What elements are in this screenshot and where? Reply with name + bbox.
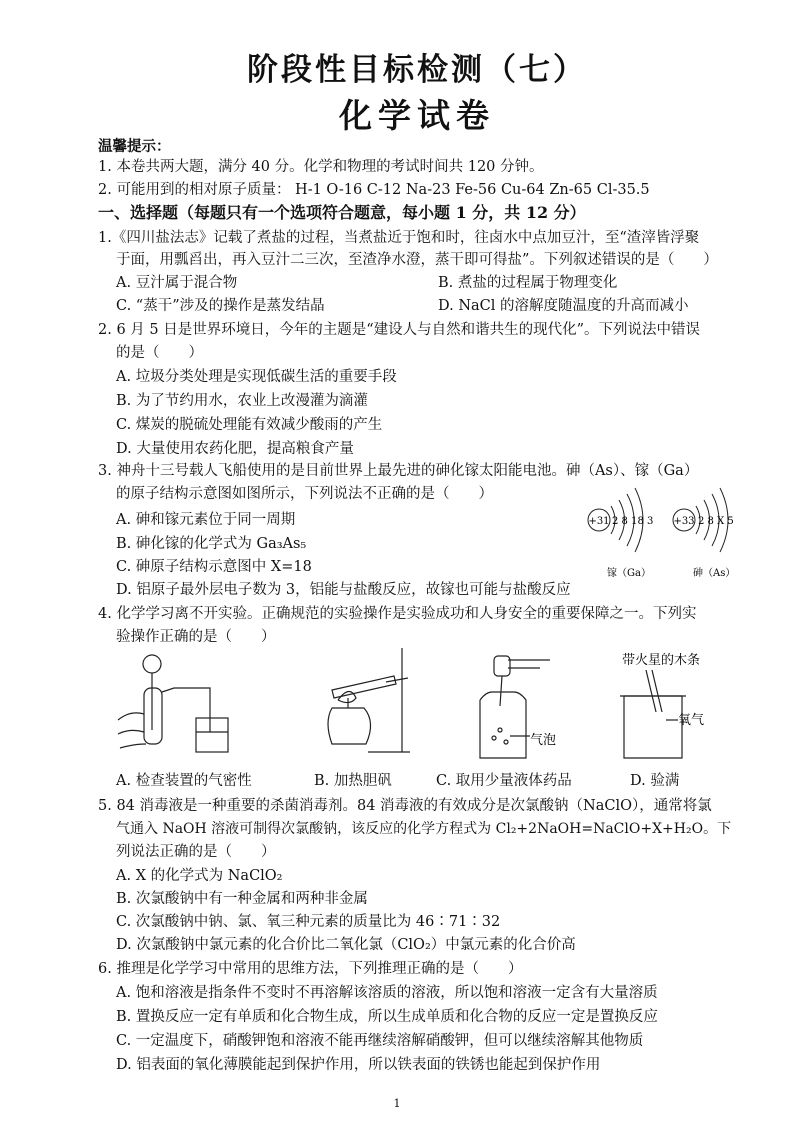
q5-option-c: C. 次氯酸钠中钠、氯、氧三种元素的质量比为 46∶71∶32 bbox=[116, 914, 501, 930]
tips-label: 温馨提示： bbox=[98, 138, 171, 155]
figure-a-airtightness bbox=[118, 655, 228, 752]
q2-option-a: A. 垃圾分类处理是实现低碳生活的重要手段 bbox=[116, 369, 397, 385]
q4-stem-line2: 验操作正确的是（ ） bbox=[116, 629, 276, 645]
tip-1: 1. 本卷共两大题，满分 40 分。化学和物理的考试时间共 120 分钟。 bbox=[98, 159, 544, 175]
as-shells: 2 8 X 5 bbox=[698, 516, 734, 527]
q4-option-c: C. 取用少量液体药品 bbox=[436, 773, 572, 789]
ga-nucleus: +31 bbox=[588, 516, 610, 527]
q2-option-c: C. 煤炭的脱硫处理能有效减少酸雨的产生 bbox=[116, 417, 383, 433]
tip-2: 2. 可能用到的相对原子质量： H-1 O-16 C-12 Na-23 Fe-56 Cu-64 Zn-65 Cl-35.5 bbox=[98, 182, 650, 198]
page-subtitle: 化学试卷 bbox=[339, 96, 495, 135]
q1-stem-line2: 于面，用瓢舀出，再入豆汁二三次，至渣净水澄，蒸干即可得盐”。下列叙述错误的是（ ） bbox=[116, 252, 718, 268]
experiment-figures bbox=[110, 648, 750, 766]
page-title: 阶段性目标检测（七） bbox=[247, 52, 587, 88]
q1-option-c: C. “蒸干”涉及的操作是蒸发结晶 bbox=[116, 298, 325, 314]
q5-stem-line2: 气通入 NaOH 溶液可制得次氯酸钠，该反应的化学方程式为 Cl₂+2NaOH=NaClO+X+H₂O。下 bbox=[116, 821, 732, 837]
section-heading: 一、选择题（每题只有一个选项符合题意，每小题 1 分，共 12 分） bbox=[98, 203, 586, 222]
q2-stem-line2: 的是（ ） bbox=[116, 345, 203, 361]
q2-option-d: D. 大量使用农药化肥，提高粮食产量 bbox=[116, 441, 354, 457]
q5-option-a: A. X 的化学式为 NaClO₂ bbox=[116, 868, 283, 884]
q1-stem-line1: 1.《四川盐法志》记载了煮盐的过程，当煮盐近于饱和时，往卤水中点加豆汁，至“渣滓皆浮聚 bbox=[98, 230, 700, 246]
q6-option-c: C. 一定温度下，硝酸钾饱和溶液不能再继续溶解硝酸钾，但可以继续溶解其他物质 bbox=[116, 1033, 644, 1049]
q3-option-c: C. 砷原子结构示意图中 X=18 bbox=[116, 559, 312, 575]
as-nucleus: +33 bbox=[673, 516, 695, 527]
atom-structure-diagrams bbox=[585, 478, 760, 586]
label-oxygen: 氧气 bbox=[678, 713, 705, 728]
q1-option-d: D. NaCl 的溶解度随温度的升高而减小 bbox=[438, 298, 689, 314]
q6-stem: 6. 推理是化学学习中常用的思维方法，下列推理正确的是（ ） bbox=[98, 961, 523, 977]
q3-option-a: A. 砷和镓元素位于同一周期 bbox=[116, 512, 296, 528]
q5-option-d: D. 次氯酸钠中氯元素的化合价比二氧化氯（ClO₂）中氯元素的化合价高 bbox=[116, 937, 576, 953]
q5-stem-line1: 5. 84 消毒液是一种重要的杀菌消毒剂。84 消毒液的有效成分是次氯酸钠（NaClO），通常将氯 bbox=[98, 798, 712, 814]
ga-shells: 2 8 18 3 bbox=[612, 516, 654, 527]
q3-option-d: D. 铝原子最外层电子数为 3，铝能与盐酸反应，故镓也可能与盐酸反应 bbox=[116, 582, 571, 598]
label-bubble: 气泡 bbox=[530, 733, 557, 748]
q6-option-d: D. 铝表面的氧化薄膜能起到保护作用，所以铁表面的铁锈也能起到保护作用 bbox=[116, 1057, 601, 1073]
as-label: 砷（As） bbox=[693, 568, 736, 579]
q3-stem-line1: 3. 神舟十三号载人飞船使用的是目前世界上最先进的砷化镓太阳能电池。砷（As）、镓（Ga） bbox=[98, 463, 699, 479]
q1-option-b: B. 煮盐的过程属于物理变化 bbox=[438, 275, 618, 291]
q3-option-b: B. 砷化镓的化学式为 Ga₃As₅ bbox=[116, 536, 307, 552]
figure-b-heating bbox=[328, 648, 410, 752]
q4-option-d: D. 验满 bbox=[630, 773, 680, 789]
q1-option-a: A. 豆汁属于混合物 bbox=[116, 275, 238, 291]
page-number: 1 bbox=[393, 1097, 401, 1110]
q2-option-b: B. 为了节约用水，农业上改漫灌为滴灌 bbox=[116, 393, 368, 409]
q6-option-b: B. 置换反应一定有单质和化合物生成，所以生成单质和化合物的反应一定是置换反应 bbox=[116, 1009, 658, 1025]
ga-label: 镓（Ga） bbox=[607, 568, 651, 579]
q3-stem-line2: 的原子结构示意图如图所示，下列说法不正确的是（ ） bbox=[116, 486, 493, 502]
q5-stem-line3: 列说法正确的是（ ） bbox=[116, 844, 276, 860]
label-splint: 带火星的木条 bbox=[622, 653, 701, 668]
q2-stem-line1: 2. 6 月 5 日是世界环境日，今年的主题是“建设人与自然和谐共生的现代化”。下列说法中错误 bbox=[98, 322, 701, 338]
q4-stem-line1: 4. 化学学习离不开实验。正确规范的实验操作是实验成功和人身安全的重要保障之一。下列实 bbox=[98, 606, 697, 622]
q6-option-a: A. 饱和溶液是指条件不变时不再溶解该溶质的溶液，所以饱和溶液一定含有大量溶质 bbox=[116, 985, 658, 1001]
figure-d-full-test bbox=[620, 670, 686, 758]
q5-option-b: B. 次氯酸钠中有一种金属和两种非金属 bbox=[116, 891, 368, 907]
q4-option-b: B. 加热胆矾 bbox=[314, 773, 392, 789]
q4-option-a: A. 检查装置的气密性 bbox=[116, 773, 252, 789]
